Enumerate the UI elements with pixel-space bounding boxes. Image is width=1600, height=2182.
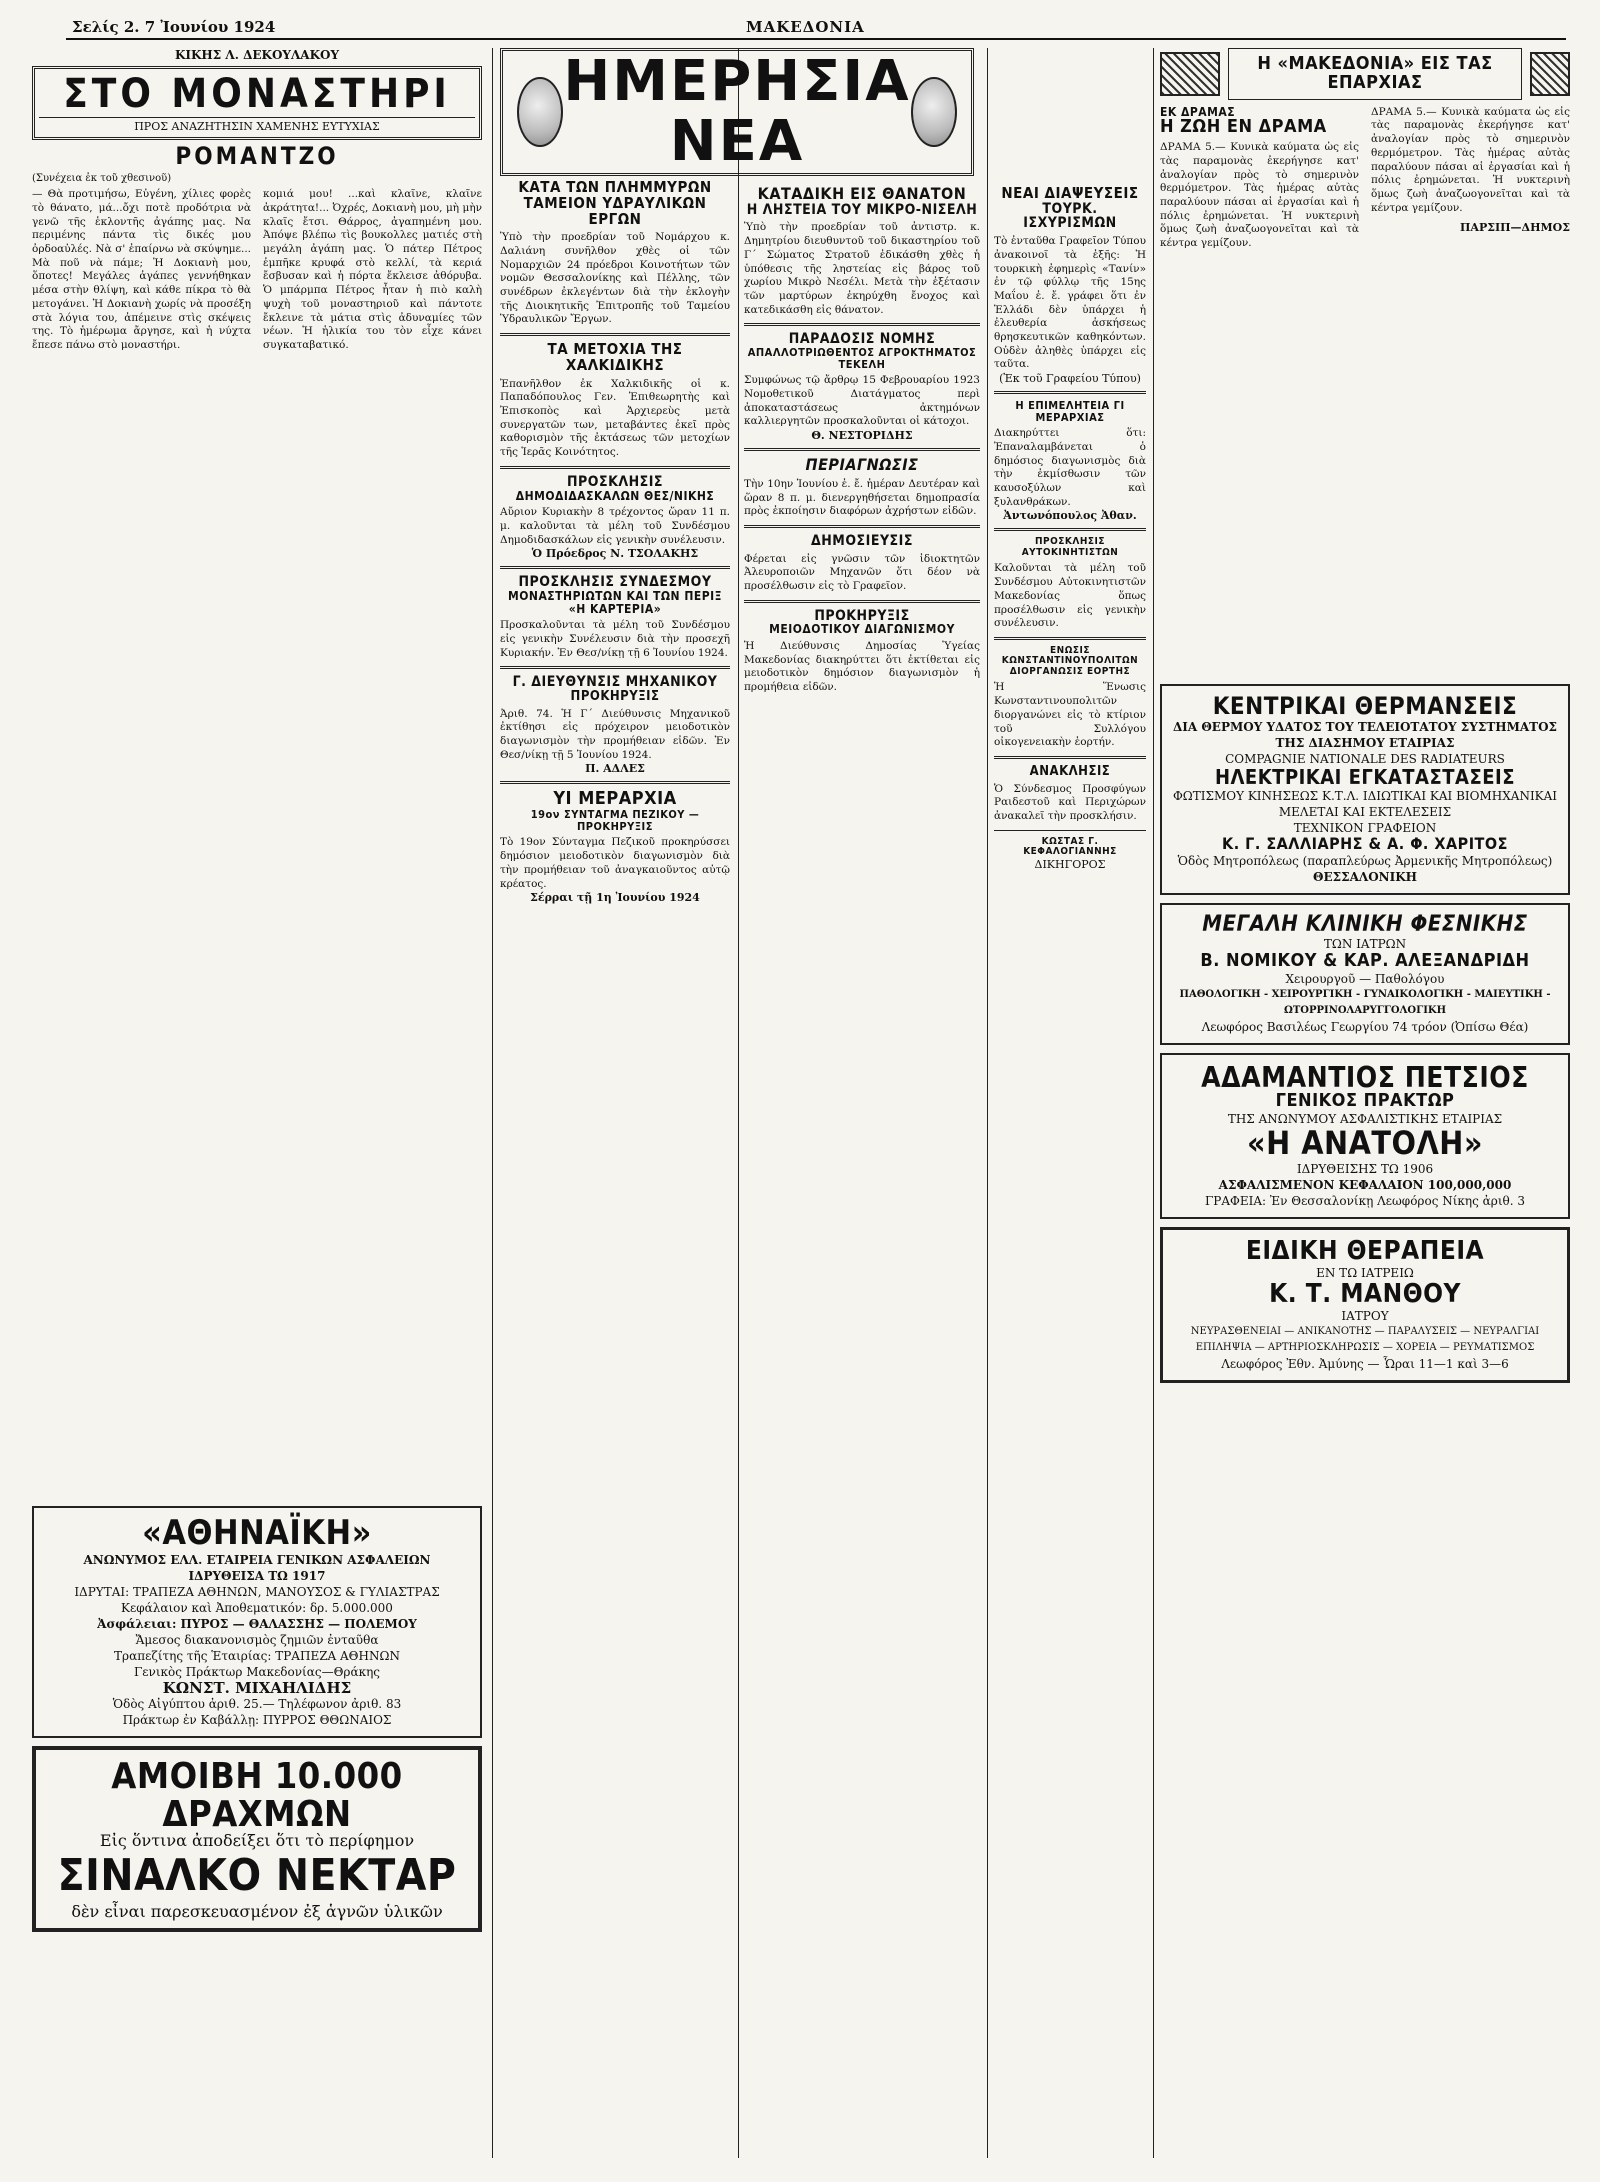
ad-line: «Η ΑΝΑΤΟΛΗ» xyxy=(1247,1124,1483,1163)
issue-date: Σελίς 2. 7 Ἰουνίου 1924 xyxy=(72,18,276,36)
headline: ΤΟΥΡΚ. ΙΣΧΥΡΙΣΜΩΝ xyxy=(1023,200,1117,232)
ad-athinaiki-title: «ΑΘΗΝΑΪΚΗ» xyxy=(142,1513,372,1554)
ad-sinalco-product: ΣΙΝΑΛΚΟ ΝΕΚΤΑΡ xyxy=(57,1850,457,1902)
headline: ΑΠΑΛΛΟΤΡΙΩΘΕΝΤΟΣ ΑΓΡΟΚΤΗΜΑΤΟΣ ΤΕΚΕΛΗ xyxy=(747,346,977,371)
article-text: Συμφώνως τῷ ἄρθρῳ 15 Φεβρουαρίου 1923 Νομοθετικοῦ Διατάγματος περὶ ἀποκαταστάσεως ἀκτημόνων καλλιεργητῶν προσκαλοῦνται οἱ κάτοχοι. xyxy=(744,374,980,428)
headline: ΚΑΤΑ ΤΩΝ ΠΛΗΜΜΥΡΩΝ xyxy=(518,178,712,196)
article-text: Ἡ Ἕνωσις Κωνσταντινουπολιτῶν διοργανώνει εἰς τὸ κτίριον τοῦ Συλλόγου οἰκογενειακὴν ἑορτήν. xyxy=(994,681,1146,749)
ad-line: Λεωφόρος Βασιλέως Γεωργίου 74 τρόον (Ὀπίσω Θέα) xyxy=(1201,1019,1529,1034)
article-text: Αὔριον Κυριακὴν 8 τρέχοντος ὥραν 11 π. μ. καλοῦνται τὰ μέλη τοῦ Συνδέσμου Δημοδιδασκάλων εἰς γενικὴν συνέλευσιν. xyxy=(500,506,730,546)
column-rule xyxy=(492,48,493,2158)
column-rule xyxy=(1153,48,1154,2158)
signature: Ἀντωνόπουλος Ἀθαν. xyxy=(1003,509,1137,523)
ad-central-heating xyxy=(1160,684,1570,895)
ad-line: ΕΝ ΤΩ ΙΑΤΡΕΙΩ xyxy=(1316,1265,1414,1280)
article-text: Προσκαλοῦνται τὰ μέλη τοῦ Συνδέσμου εἰς γενικὴν Συνέλευσιν διὰ τὴν προσεχῆ Κυριακήν. Ἐν Θεσ/νίκῃ τῇ 6 Ἰουνίου 1924. xyxy=(500,619,730,659)
ad-sinalco xyxy=(32,1746,482,1932)
novel-header xyxy=(32,66,482,140)
article-text: Ὁ Σύνδεσμος Προσφύγων Ραιδεστοῦ καὶ Περιχώρων ἀνακαλεῖ τὴν προσκλήσιν. xyxy=(994,782,1146,823)
article-text: Ὑπὸ τὴν προεδρίαν τοῦ ἀντιστρ. κ. Δημητρίου διευθυντοῦ τοῦ δικαστηρίου τοῦ Γ΄ Σώματος Στρατοῦ ἐδικάσθη χθὲς ἡ ὑπόθεσις τῆς ληστείας εἰς βάρος τοῦ χωρίου Μικρὸ Νεσέλι. Μετὰ τὴν ἐξέτασιν τῶν μαρτύρων ἐκηρύχθη ἔνοχος καὶ κατεδικάσθη εἰς θάνατον. xyxy=(744,221,980,316)
article-text: Φέρεται εἰς γνῶσιν τῶν ἰδιοκτητῶν Ἀλευροποιῶν Μηχανῶν ὅτι δέον νὰ προσέλθωσιν εἰς τὸ Γραφεῖον. xyxy=(744,552,980,592)
article-text: Τὴν 10ην Ἰουνίου ἐ. ἔ. ἡμέραν Δευτέραν καὶ ὥραν 8 π. μ. διενεργηθήσεται δημοπρασία πρὸς ἐκποίησιν διαφόρων ἀχρήστων εἰδῶν. xyxy=(744,477,980,518)
ad-line: ΗΛΕΚΤΡΙΚΑΙ ΕΓΚΑΤΑΣΤΑΣΕΙΣ xyxy=(1214,764,1516,789)
coin-right-icon xyxy=(911,77,957,147)
ad-line: ΕΠΙΛΗΨΙΑ — ΑΡΤΗΡΙΟΣΚΛΗΡΩΣΙΣ — ΧΟΡΕΙΑ — ΡΕΥΜΑΤΙΣΜΟΣ xyxy=(1195,1342,1535,1354)
ad-line: ΘΕΣΣΑΛΟΝΙΚΗ xyxy=(1313,869,1417,884)
headline: ΔΗΜΟΔΙΔΑΣΚΑΛΩΝ ΘΕΣ/ΝΙΚΗΣ xyxy=(515,488,715,503)
article-text: Ἐπανῆλθον ἐκ Χαλκιδικῆς οἱ κ. Παπαδόπουλος Γεν. Ἐπιθεωρητὴς καὶ Ἐπισκοπὸς καὶ Ἀρχιερεὺς μετὰ συνεργατῶν των, μεταβάντες ἐκεῖ πρὸς καθορισμὸν τῆς ἐκτάσεως τῶν μετοχίων τῆς Ἱερᾶς Κοινότητος. xyxy=(500,377,730,459)
ad-special-therapy xyxy=(1160,1227,1570,1384)
headline: ΥΙ ΜΕΡΑΡΧΙΑ xyxy=(553,788,677,810)
ad-sinalco-line: Εἰς ὅντινα ἀποδείξει ὅτι τὸ περίφημον xyxy=(99,1831,415,1851)
ad-line: ΤΗΣ ΑΝΩΝΥΜΟΥ ΑΣΦΑΛΙΣΤΙΚΗΣ ΕΤΑΙΡΙΑΣ xyxy=(1227,1112,1503,1127)
ad-title: ΑΔΑΜΑΝΤΙΟΣ ΠΕΤΣΙΟΣ xyxy=(1201,1060,1529,1094)
daily-news-banner xyxy=(500,48,974,176)
ad-line: ΓΕΝΙΚΟΣ ΠΡΑΚΤΩΡ xyxy=(1275,1090,1455,1112)
ad-anatoli-insurance xyxy=(1160,1053,1570,1219)
headline: ΔΙΟΡΓΑΝΩΣΙΣ ΕΟΡΤΗΣ xyxy=(1009,665,1131,677)
headline: ΠΡΟΣΚΛΗΣΙΣ xyxy=(566,473,664,490)
ad-line: ΙΔΡΥΘΕΙΣΗΣ ΤΩ 1906 xyxy=(1296,1161,1434,1176)
headline: ΜΟΝΑΣΤΗΡΙΩΤΩΝ ΚΑΙ ΤΩΝ ΠΕΡΙΞ «Η ΚΑΡΤΕΡΙΑ» xyxy=(507,588,722,616)
lawyer-name: ΚΩΣΤΑΣ Γ. ΚΕΦΑΛΟΓΙΑΝΝΗΣ xyxy=(1023,835,1117,858)
headline: ΠΡΟΚΗΡΥΞΙΣ xyxy=(570,688,660,704)
headline: ΕΚ ΔΡΑΜΑΣ xyxy=(1160,104,1236,119)
column-provinces-and-ads xyxy=(1160,48,1570,2162)
headline: ΠΡΟΣΚΛΗΣΙΣ ΑΥΤΟΚΙΝΗΤΙΣΤΩΝ xyxy=(1021,536,1119,558)
article-text: Διακηρύττει ὅτι: Ἐπαναλαμβάνεται ὁ δημόσιος διαγωνισμὸς διὰ τὴν ἐκμίσθωσιν τῶν καυσοξύλων καὶ ξυλανθράκων. xyxy=(994,427,1146,508)
headline: ΜΕΙΟΔΟΤΙΚΟΥ ΔΙΑΓΩΝΙΣΜΟΥ xyxy=(769,622,955,637)
ad-line: ΙΔΡΥΘΕΙΣΑ ΤΩ 1917 xyxy=(188,1568,326,1583)
headline: ΝΕΑΙ ΔΙΑΨΕΥΣΕΙΣ xyxy=(1001,184,1139,202)
headline: ΠΡΟΣΚΛΗΣΙΣ ΣΥΝΔΕΣΜΟΥ xyxy=(518,574,712,591)
article-text: Ἀριθ. 74. Ἡ Γ΄ Διεύθυνσις Μηχανικοῦ ἐκτίθησι εἰς πρόχειρον μειοδοτικὸν διαγωνισμὸν τὴν προμήθειαν εἰδῶν. Ἐν Θεσ/νίκῃ τῇ 5 Ἰουνίου 1924. xyxy=(500,707,730,761)
daily-news-title: ΗΜΕΡΗΣΙΑ ΝΕΑ xyxy=(563,49,911,174)
newspaper-title: ΜΑΚΕΔΟΝΙΑ xyxy=(746,18,865,36)
ad-line: ΑΝΩΝΥΜΟΣ ΕΛΛ. ΕΤΑΙΡΕΙΑ ΓΕΝΙΚΩΝ ΑΣΦΑΛΕΙΩΝ xyxy=(83,1552,431,1567)
article-text: Καλοῦνται τὰ μέλη τοῦ Συνδέσμου Αὐτοκινητιστῶν Μακεδονίας ὅπως προσέλθωσιν εἰς γενικὴν συνέλευσιν. xyxy=(994,562,1146,630)
headline: ΔΗΜΟΣΙΕΥΣΙΣ xyxy=(811,532,913,549)
novel-author: ΚΙΚΗΣ Λ. ΔΕΚΟΥΛΑΚΟΥ xyxy=(174,48,340,62)
article-text: Ἡ Διεύθυνσις Δημοσίας Ὑγείας Μακεδονίας διακηρύττει ὅτι ἐκτίθεται εἰς μειοδοτικὸν δημόσιον διαγωνισμὸν ἡ προμήθεια εἰδῶν. xyxy=(744,639,980,694)
signature: (Ἐκ τοῦ Γραφείου Τύπου) xyxy=(999,372,1141,386)
ad-line: ΤΩΝ ΙΑΤΡΩΝ xyxy=(1323,936,1407,951)
ad-title: ΚΕΝΤΡΙΚΑΙ ΘΕΡΜΑΝΣΕΙΣ xyxy=(1212,691,1518,720)
headline: ΑΝΑΚΛΗΣΙΣ xyxy=(1029,764,1111,779)
provinces-banner: Η «ΜΑΚΕΔΟΝΙΑ» ΕΙΣ ΤΑΣ ΕΠΑΡΧΙΑΣ xyxy=(1228,48,1522,100)
ad-line: Κ. Γ. ΣΑΛΛΙΑΡΗΣ & Α. Φ. ΧΑΡΙΤΟΣ xyxy=(1222,833,1508,853)
headline: ΤΑ ΜΕΤΟΧΙΑ ΤΗΣ ΧΑΛΚΙΔΙΚΗΣ xyxy=(547,340,683,374)
headline: ΕΝΩΣΙΣ ΚΩΝΣΤΑΝΤΙΝΟΥΠΟΛΙΤΩΝ xyxy=(1001,644,1139,667)
ornament-icon xyxy=(1160,52,1220,96)
ad-line: Πράκτωρ ἐν Καβάλλῃ: ΠΥΡΡΟΣ ΘΘΩΝΑΙΟΣ xyxy=(122,1712,392,1727)
column-serial-novel xyxy=(32,48,482,2162)
lawyer-title: ΔΙΚΗΓΟΡΟΣ xyxy=(1034,857,1106,871)
novel-genre: ΡΟΜΑΝΤΖΟ xyxy=(175,142,339,170)
ad-line: Λεωφόρος Ἐθν. Ἀμύνης — Ὧραι 11—1 καὶ 3—6 xyxy=(1221,1357,1509,1372)
headline: Η ΛΗΣΤΕΙΑ ΤΟΥ ΜΙΚΡΟ-ΝΙΣΕΛΗ xyxy=(746,201,978,218)
novel-subtitle: ΠΡΟΣ ΑΝΑΖΗΤΗΣΙΝ ΧΑΜΕΝΗΣ ΕΥΤΥΧΙΑΣ xyxy=(39,117,475,133)
headline: Γ. ΔΙΕΥΘΥΝΣΙΣ ΜΗΧΑΝΙΚΟΥ xyxy=(512,674,718,691)
ad-line: Κ. Τ. ΜΑΝΘΟΥ xyxy=(1269,1278,1461,1309)
coin-left-icon xyxy=(517,77,563,147)
ad-line: ΤΗΣ ΔΙΑΣΗΜΟΥ ΕΤΑΙΡΙΑΣ xyxy=(1275,735,1455,750)
column-rule xyxy=(987,48,988,2158)
ad-title: ΜΕΓΑΛΗ ΚΛΙΝΙΚΗ ΦΕΣΝΙΚΗΣ xyxy=(1202,911,1528,937)
signature: Π. ΑΔΛΕΣ xyxy=(585,762,645,776)
headline: ΠΑΡΑΔΟΣΙΣ ΝΟΜΗΣ xyxy=(788,331,936,348)
ad-line: ΝΕΥΡΑΣΘΕΝΕΙΑΙ — ΑΝΙΚΑΝΟΤΗΣ — ΠΑΡΑΛΥΣΕΙΣ — ΝΕΥΡΑΛΓΙΑΙ xyxy=(1190,1326,1540,1338)
article-text: Ὑπὸ τὴν προεδρίαν τοῦ Νομάρχου κ. Δαλιάνη συνῆλθον χθὲς οἱ τῶν Νομαρχιῶν 24 πρόεδροι Κοινοτήτων τῶν νομῶν Θεσσαλονίκης καὶ Πέλλης, τῶν συνέδρων ἐκλεγέντων διὰ τὴν ἐκλογὴν τῆς Διοικητικῆς Ἐπιτροπῆς τοῦ Ταμείου Ὑδραυλικῶν Ἔργων. xyxy=(500,231,730,326)
ad-sinalco-footer: δὲν εἶναι παρεσκευασμένον ἐξ ἁγνῶν ὑλικῶν xyxy=(71,1901,443,1921)
headline: ΠΕΡΙΑΓΝΩΣΙΣ xyxy=(805,455,919,474)
ad-line: ΙΔΡΥΤΑΙ: ΤΡΑΠΕΖΑ ΑΘΗΝΩΝ, ΜΑΝΟΥΣΟΣ & ΓΥΛΙΑΣΤΡΑΣ xyxy=(74,1584,440,1599)
ad-line: ΙΑΤΡΟΥ xyxy=(1341,1309,1389,1324)
ad-line: COMPAGNIE NATIONALE DES RADIATEURS xyxy=(1225,751,1505,766)
ad-title: ΕΙΔΙΚΗ ΘΕΡΑΠΕΙΑ xyxy=(1245,1235,1485,1266)
ad-line: Χειρουργοῦ — Παθολόγου xyxy=(1285,971,1445,986)
ad-line: ΦΩΤΙΣΜΟΥ ΚΙΝΗΣΕΩΣ Κ.Τ.Λ. ΙΔΙΩΤΙΚΑΙ ΚΑΙ ΒΙΟΜΗΧΑΝΙΚΑΙ ΜΕΛΕΤΑΙ ΚΑΙ ΕΚΤΕΛΕΣΕΙΣ xyxy=(1172,788,1558,819)
ad-line: Τραπεζίτης τῆς Ἑταιρίας: ΤΡΑΠΕΖΑ ΑΘΗΝΩΝ xyxy=(114,1648,400,1663)
ad-sinalco-reward: ΑΜΟΙΒΗ 10.000 ΔΡΑΧΜΩΝ xyxy=(111,1755,403,1835)
novel-text xyxy=(32,188,482,1498)
ad-line: ΠΑΘΟΛΟΓΙΚΗ - ΧΕΙΡΟΥΡΓΙΚΗ - ΓΥΝΑΙΚΟΛΟΓΙΚΗ - ΜΑΙΕΥΤΙΚΗ - ΩΤΟΡΡΙΝΟΛΑΡΥΓΓΟΛΟΓΙΚΗ xyxy=(1179,988,1551,1016)
continued-note: (Συνέχεια ἐκ τοῦ χθεσινοῦ) xyxy=(32,173,172,185)
headline: ΤΑΜΕΙΟΝ ΥΔΡΑΥΛΙΚΩΝ ΕΡΓΩΝ xyxy=(523,193,707,228)
headline: Η ΖΩΗ ΕΝ ΔΡΑΜΑ xyxy=(1160,116,1327,138)
ad-line: ΤΕΧΝΙΚΟΝ ΓΡΑΦΕΙΟΝ xyxy=(1293,820,1437,835)
ad-line: ΔΙΑ ΘΕΡΜΟΥ ΥΔΑΤΟΣ ΤΟΥ ΤΕΛΕΙΟΤΑΤΟΥ ΣΥΣΤΗΜΑΤΟΣ xyxy=(1172,719,1558,734)
ad-line: Γενικὸς Πράκτωρ Μακεδονίας—Θράκης xyxy=(133,1664,380,1679)
ad-athinaiki xyxy=(32,1506,482,1738)
signature: Ὁ Πρόεδρος Ν. ΤΣΟΛΑΚΗΣ xyxy=(531,547,699,561)
article-text: ΔΡΑΜΑ 5.— Κυνικὰ καύματα ὡς εἰς τὰς παραμονὰς ἐκερήγησε κατ' ἀναλογίαν πρὸς τὸ σημερινὸν θερμόμετρον. Τὰς ἡμέρας αὐτὰς παραλύουν πάσαι αἱ ἐργασίαι καὶ ἡ πόλις ἐρημώνεται. Ἡ νυκτερινὴ ὅμως ζωὴ ἀναζωογονεῖται καὶ τὰ κέντρα γεμίζουν. xyxy=(1160,141,1359,250)
headline: ΠΡΟΚΗΡΥΞΙΣ xyxy=(814,607,910,624)
headline: ΚΑΤΑΔΙΚΗ ΕΙΣ ΘΑΝΑΤΟΝ xyxy=(757,184,967,203)
column-rule xyxy=(738,48,739,2158)
ad-line: Ἀσφάλειαι: ΠΥΡΟΣ — ΘΑΛΑΣΣΗΣ — ΠΟΛΕΜΟΥ xyxy=(97,1616,417,1631)
ad-line: Ἄμεσος διακανονισμὸς ζημιῶν ἐνταῦθα xyxy=(135,1632,379,1647)
article-text: ΔΡΑΜΑ 5.— Κυνικὰ καύματα ὡς εἰς τὰς παραμονὰς ἐκερήγησε κατ' ἀναλογίαν πρὸς τὸ σημερινὸν θερμόμετρον. Τὰς ἡμέρας αὐτὰς παραλύουν πάσαι αἱ ἐργασίαι καὶ ἡ πόλις ἐρημώνεται. Ἡ νυκτερινὴ ὅμως ζωὴ ἀναζωογονεῖται καὶ τὰ κέντρα γεμίζουν. xyxy=(1371,105,1570,214)
signature: Σέρραι τῇ 1η Ἰουνίου 1924 xyxy=(530,891,700,905)
novel-title: ΣΤΟ ΜΟΝΑΣΤΗΡΙ xyxy=(63,71,451,117)
column-news-2 xyxy=(744,186,980,2162)
headline: Η ΕΠΙΜΕΛΗΤΕΙΑ ΓΙ ΜΕΡΑΡΧΙΑΣ xyxy=(1015,399,1125,424)
ad-line: ΓΡΑΦΕΙΑ: Ἐν Θεσσαλονίκῃ Λεωφόρος Νίκης ἀριθ. 3 xyxy=(1204,1193,1526,1208)
byline: ΠΑΡΣΙΠ—ΔΗΜΟΣ xyxy=(1460,221,1570,235)
novel-text-left: — Θὰ προτιμήσω, Εὐγένη, χίλιες φορὲς τὸ θάνατο, μά...ὄχι ποτὲ προδότρια νὰ γενῶ τῆς ἑκλοντῆς ἀγάπης μας. Να περιμένης πάντα τὶς δικές μου ὀρδοαὐλές. Νὰ σ' ἐπαίρνω νὰ σκύψημε... Μὰ ποῦ νὰ πάμε; Ἡ Δοκιανὴ μου, ὅποτες! Μεγάλες ἀγάπες γεννήθηκαν μέσα στὴν θλίψη, καὶ κάθε πίκρα τὸ θὰ μετογάνει. Ἡ Δοκιανὴ χωρίς νὰ προσέξη στὰ λόγια του, ἀπέμεινε στὶς σκέψεις της. Τὸ ἡμέρωμα ἄργησε, καὶ ἡ νύχτα ἔπεσε πάνω στὸ μοναστήρι. xyxy=(32,188,251,351)
ad-line: Κεφάλαιον καὶ Ἀποθεματικόν: δρ. 5.000.000 xyxy=(121,1600,393,1615)
ad-clinic xyxy=(1160,903,1570,1045)
signature: Θ. ΝΕΣΤΟΡΙΔΗΣ xyxy=(811,429,913,442)
ad-line: ΚΩΝΣΤ. ΜΙΧΑΗΛΙΔΗΣ xyxy=(162,1678,352,1697)
ad-line: Β. ΝΟΜΙΚΟΥ & ΚΑΡ. ΑΛΕΞΑΝΔΡΙΔΗ xyxy=(1200,949,1530,971)
column-news-3 xyxy=(994,186,1146,2162)
ad-line: ΑΣΦΑΛΙΣΜΕΝΟΝ ΚΕΦΑΛΑΙΟΝ 100,000,000 xyxy=(1218,1177,1512,1192)
article-text: Τὸ 19ον Σύνταγμα Πεζικοῦ προκηρύσσει δημόσιον μειοδοτικὸν διαγωνισμὸν διὰ τὴν προμήθειαν τοῦ ἀναγκαιοῦντος αὐτῷ κρέατος. xyxy=(500,836,730,890)
novel-text-right: κομιά μου! ...καὶ κλαῖνε, κλαῖνε ἀκράτητα!... Ὀχρές, Δοκιανὴ μου, μὴ μὴν κλαῖς ἔτσι. Θάρρος, ἀγαπημένη μου. Ἀπόψε βλέπω τὶς βουκολλες ματιές στὴ μεγάλη ἀγάπη μας. Ὁ πάτερ Πέτρος ἐμπῆκε κρυφά στὸ κελλί, τὰ κεριά ἔσβυσαν καὶ ἡ πόρτα ἔκλεισε ἀθόρυβα. Ὁ μπάρμπα Πέτρος ἦταν ἡ πιὸ καλὴ ψυχὴ τοῦ μοναστηριοῦ καὶ πάντοτε ἔκλεινε τὰ μάτια στὶς ἀδυναμίες τῶν νέων. Ἡ ἡλικία του τὸν εἶχε κάνει συγκαταβατικό. xyxy=(263,188,482,351)
ornament-icon xyxy=(1530,52,1570,96)
masthead xyxy=(66,18,1566,40)
ad-line: Ὁδὸς Αἰγύπτου ἀριθ. 25.— Τηλέφωνον ἀριθ. 83 xyxy=(112,1696,402,1711)
ad-line: Ὁδὸς Μητροπόλεως (παραπλεύρως Ἀρμενικῆς Μητροπόλεως) xyxy=(1177,853,1553,868)
article-text: Τὸ ἐνταῦθα Γραφεῖον Τύπου ἀνακοινοῖ τὰ ἑξῆς: Ἡ τουρκικὴ ἐφημερὶς «Τανίν» ἐν τῷ φύλλῳ τῆς 15ης Μαΐου ἐ. ἔ. γράφει ὅτι ἐν Ἑλλάδι δὲν ὑπάρχει ἡ ἐλευθερία ἀσκήσεως θρησκευτικῶν καθηκόντων. Οὐδὲν ἀληθὲς ὑπάρχει εἰς ταῦτα. xyxy=(994,235,1146,371)
headline: 19ον ΣΥΝΤΑΓΜΑ ΠΕΖΙΚΟΥ — ΠΡΟΚΗΡΥΞΙΣ xyxy=(530,808,700,833)
